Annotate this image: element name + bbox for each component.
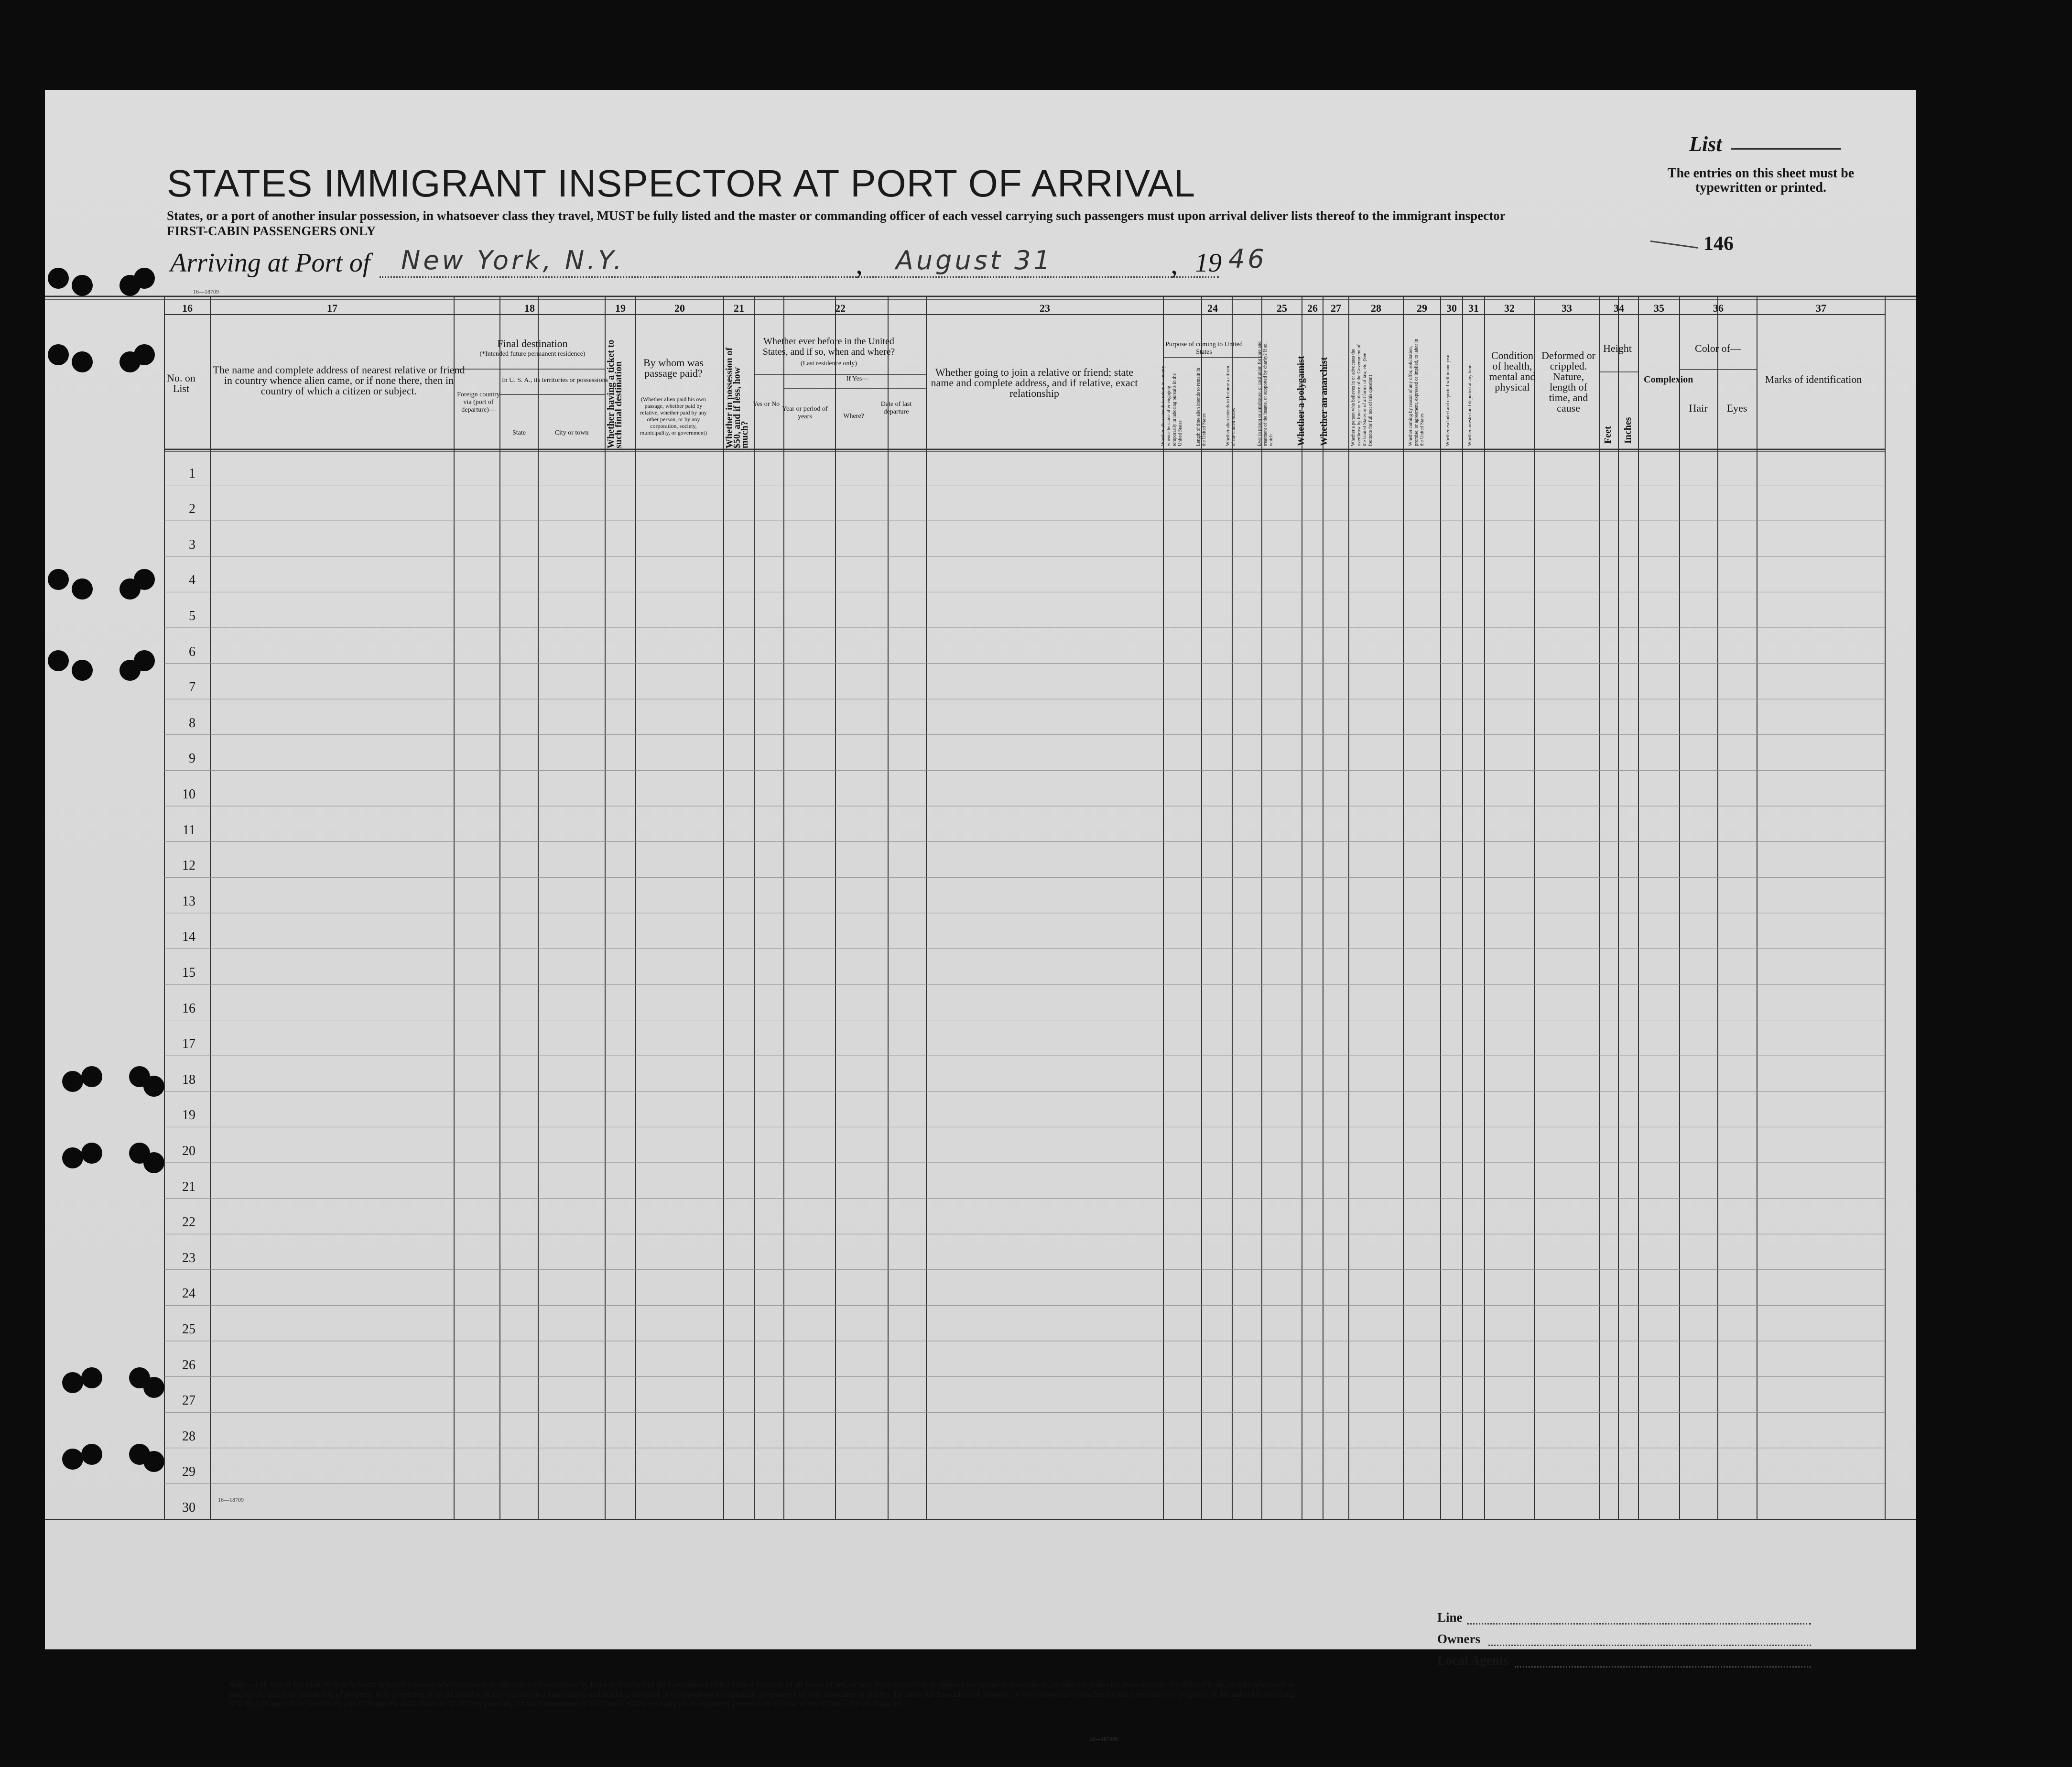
row-number: 23 xyxy=(182,1250,195,1265)
form-number-table: 16—18709 xyxy=(218,1496,244,1503)
row-number: 2 xyxy=(189,502,195,517)
col22-where: Where? xyxy=(843,413,864,420)
column-number-16: 16 xyxy=(182,302,193,314)
col34-feet: Feet xyxy=(1603,426,1613,444)
column-number-23: 23 xyxy=(1040,302,1050,314)
column-number-36: 36 xyxy=(1713,302,1724,314)
column-number-25: 25 xyxy=(1277,302,1287,314)
col21-header: Whether in possession of $50, and if less, how much? xyxy=(724,347,750,448)
binder-hole xyxy=(134,650,155,671)
col18-usa: In U. S. A., its territories or possessions xyxy=(501,377,608,384)
row-number: 30 xyxy=(182,1500,195,1515)
row-number: 28 xyxy=(182,1429,195,1444)
binder-hole xyxy=(81,1444,102,1465)
col27-header: Whether an anarchist xyxy=(1319,357,1329,446)
column-number-35: 35 xyxy=(1654,302,1664,314)
comma-2: , xyxy=(1171,248,1178,280)
binder-hole xyxy=(72,578,93,600)
col24-b: Length of time alien intends to remain in the United States xyxy=(1196,368,1207,446)
col33-header: Deformed or crippled. Nature, length of time, and cause xyxy=(1541,349,1595,414)
col20-title: By whom was passage paid? xyxy=(643,357,704,379)
row-number: 1 xyxy=(189,466,195,481)
col34-title: Height xyxy=(1603,342,1632,354)
column-number-26: 26 xyxy=(1307,302,1318,314)
col18-note: (*Intended future permanent residence) xyxy=(479,350,586,358)
row-number: 7 xyxy=(189,680,195,695)
column-number-18: 18 xyxy=(524,302,535,314)
row-number: 15 xyxy=(182,965,195,980)
binder-hole xyxy=(48,268,69,289)
binder-hole xyxy=(62,1372,83,1393)
row-number: 13 xyxy=(182,894,195,909)
col36-eyes: Eyes xyxy=(1726,402,1747,414)
binder-hole xyxy=(48,569,69,590)
column-number-37: 37 xyxy=(1816,302,1826,314)
column-number-29: 29 xyxy=(1417,302,1427,314)
column-number-27: 27 xyxy=(1331,302,1341,314)
passenger-class: FIRST-CABIN PASSENGERS ONLY xyxy=(167,224,376,238)
binder-hole xyxy=(62,1071,83,1092)
list-label: List xyxy=(1689,132,1722,156)
row-number: 21 xyxy=(182,1179,195,1194)
col18-city: City or town xyxy=(554,429,589,436)
row-number: 24 xyxy=(182,1286,195,1301)
form-subtitle: States, or a port of another insular possession, in whatsoever class they travel, MUST be fully listed and the master or commanding officer of each vessel carrying such passengers must upon arrival deliver lists thereof to the immigrant inspector xyxy=(167,208,1506,223)
row-number: 16 xyxy=(182,1001,195,1016)
row-number: 26 xyxy=(182,1357,195,1373)
typing-instruction: The entries on this sheet must be typewritten or printed. xyxy=(1667,166,1855,195)
binder-hole xyxy=(72,660,93,681)
row-number: 27 xyxy=(182,1393,195,1408)
owners-label: Owners xyxy=(1437,1632,1480,1646)
col29-header: Whether coming by reason of any offer, solicitation, promise, or agreement, expressed or implied, to labor in the United States xyxy=(1408,338,1425,446)
comma-1: , xyxy=(856,248,863,280)
row-number: 6 xyxy=(189,644,195,659)
row-number: 20 xyxy=(182,1144,195,1158)
col24-c: Whether alien intends to become a citizen of the United States xyxy=(1226,366,1237,446)
date-value[interactable]: August 31 xyxy=(896,245,1053,275)
col23-header: Whether going to join a relative or friend; state name and complete address, and if relative, exact relationship xyxy=(931,366,1138,399)
row-number: 10 xyxy=(182,787,195,802)
col17-header: The name and complete address of nearest relative or friend in country whence alien came, or if none there, then in country of which a citizen or subject. xyxy=(213,364,465,397)
binder-hole xyxy=(72,351,93,372)
row-number: 8 xyxy=(189,715,195,731)
col36-hair: Hair xyxy=(1689,402,1708,414)
col18-foreign: Foreign country via (port of departure)— xyxy=(457,391,500,414)
binder-hole xyxy=(143,1076,164,1097)
col22-title: Whether ever before in the United States, and if so, when and where? xyxy=(762,336,895,357)
year-prefix: 19 xyxy=(1195,248,1222,278)
col36-title: Color of— xyxy=(1695,342,1741,354)
col20-note: (Whether alien paid his own passage, whether paid by relative, whether paid by any other person, or by any corporation, society, municipality, or government) xyxy=(640,396,707,436)
sheet-number: 146 xyxy=(1703,233,1734,255)
local-agents-label: Local Agents xyxy=(1437,1653,1509,1668)
col35-header: Complexion xyxy=(1644,374,1693,385)
row-number: 14 xyxy=(182,929,195,945)
row-number: 5 xyxy=(189,609,195,623)
col37-header: Marks of identification xyxy=(1765,373,1862,385)
row-number: 18 xyxy=(182,1072,195,1087)
question-28-footnote: Note.—Full text of question 28 is as follows: Whether a person who believes in or advocates the overthrow by force or violence of the Government of the United States or of all forms of law, or who disbelieves in or is opposed to organized government, or who advocates the assassination of public officials, or who advocates or teaches the unlawful destruction of property, or is a member of or affiliated with any organization entertaining and teaching disbelief in or opposition to organized government or who advocates or teaches the unlawful destruction of property, or who advocates or teaches the duty, necessity, or propriety of the unlawful assaulting or killing of any officer or officers, either of specific individuals or of officers generally, of the Government of the United States or of any other organized government because of his or their official character. xyxy=(229,1680,1295,1708)
col34-inches: Inches xyxy=(1623,417,1633,444)
row-number: 12 xyxy=(182,858,195,873)
local-agents-field[interactable] xyxy=(1515,1666,1811,1668)
form-title: STATES IMMIGRANT INSPECTOR AT PORT OF ARRIVAL xyxy=(167,162,1196,205)
binder-hole xyxy=(81,1066,102,1087)
column-number-21: 21 xyxy=(734,302,744,314)
form-number-bottom: 16—18709b xyxy=(1089,1735,1118,1742)
binder-hole xyxy=(72,275,93,296)
column-number-19: 19 xyxy=(615,302,626,314)
column-number-28: 28 xyxy=(1371,302,1381,314)
column-number-17: 17 xyxy=(327,302,337,314)
col25-header: Ever in prison or almshouse, or institution for care and treatment of the insane, or supported by charity? If so, which xyxy=(1257,341,1274,446)
row-number: 17 xyxy=(182,1036,195,1052)
binder-hole xyxy=(143,1377,164,1398)
col26-header: Whether a polygamist xyxy=(1296,356,1306,446)
column-number-30: 30 xyxy=(1446,302,1457,314)
binder-hole xyxy=(81,1367,102,1388)
binder-hole xyxy=(134,344,155,365)
arriving-port-label: Arriving at Port of xyxy=(170,248,370,278)
row-number: 4 xyxy=(189,573,195,588)
row-number: 9 xyxy=(189,751,195,766)
row-number: 19 xyxy=(182,1108,195,1123)
manifest-sheet xyxy=(45,90,1916,1742)
binder-hole xyxy=(48,650,69,671)
line-label: Line xyxy=(1437,1610,1463,1625)
col30-header: Whether excluded and deported within one year xyxy=(1445,354,1451,446)
col18-title: Final destination xyxy=(497,338,568,349)
row-number: 3 xyxy=(189,537,195,552)
col24-a: Whether alien intends to return to country whence he came after engaging temporarily in laboring pursuits in the United States xyxy=(1161,366,1183,446)
col18-state: State xyxy=(512,429,526,436)
owners-field[interactable] xyxy=(1488,1645,1811,1646)
column-number-24: 24 xyxy=(1207,302,1218,314)
col32-header: Condition of health, mental and physical xyxy=(1489,349,1536,393)
binder-hole xyxy=(62,1449,83,1470)
line-field[interactable] xyxy=(1467,1623,1811,1625)
col24-title: Purpose of coming to United States xyxy=(1165,341,1243,356)
row-number: 29 xyxy=(182,1464,195,1480)
column-number-20: 20 xyxy=(674,302,685,314)
column-number-34: 34 xyxy=(1614,302,1624,314)
table-grid xyxy=(45,90,1916,1649)
port-value[interactable]: New York, N.Y. xyxy=(401,245,625,275)
binder-hole xyxy=(143,1152,164,1173)
column-number-31: 31 xyxy=(1468,302,1479,314)
row-number: 25 xyxy=(182,1322,195,1337)
binder-hole xyxy=(134,569,155,590)
column-number-32: 32 xyxy=(1504,302,1515,314)
col22-if-yes: If Yes— xyxy=(846,375,869,382)
col22-year: Year or period of years xyxy=(782,405,828,420)
binder-hole xyxy=(81,1143,102,1164)
binder-hole xyxy=(143,1451,164,1472)
binder-hole xyxy=(134,268,155,289)
row-number: 22 xyxy=(182,1215,195,1230)
form-number-top: 16—18709 xyxy=(193,288,219,295)
binder-hole xyxy=(48,344,69,365)
col22-yes-no: Yes or No xyxy=(752,401,780,408)
col28-header: Whether a person who believes in or advocates the overthrow by force or violence of the Government of the United States or of all forms of law, etc. (See footnote for full text of this question) xyxy=(1351,344,1373,446)
col31-header: Whether arrested and deported at any time xyxy=(1467,365,1473,446)
column-number-33: 33 xyxy=(1562,302,1572,314)
year-value[interactable]: 46 xyxy=(1228,244,1267,274)
col16-header: No. on List xyxy=(167,372,195,394)
row-number: 11 xyxy=(183,822,195,838)
column-number-22: 22 xyxy=(835,302,846,314)
col22-note: (Last residence only) xyxy=(800,360,857,367)
binder-hole xyxy=(62,1147,83,1168)
col19-header: Whether having a ticket to such final destination xyxy=(606,339,624,448)
col22-date: Date of last departure xyxy=(880,401,912,415)
